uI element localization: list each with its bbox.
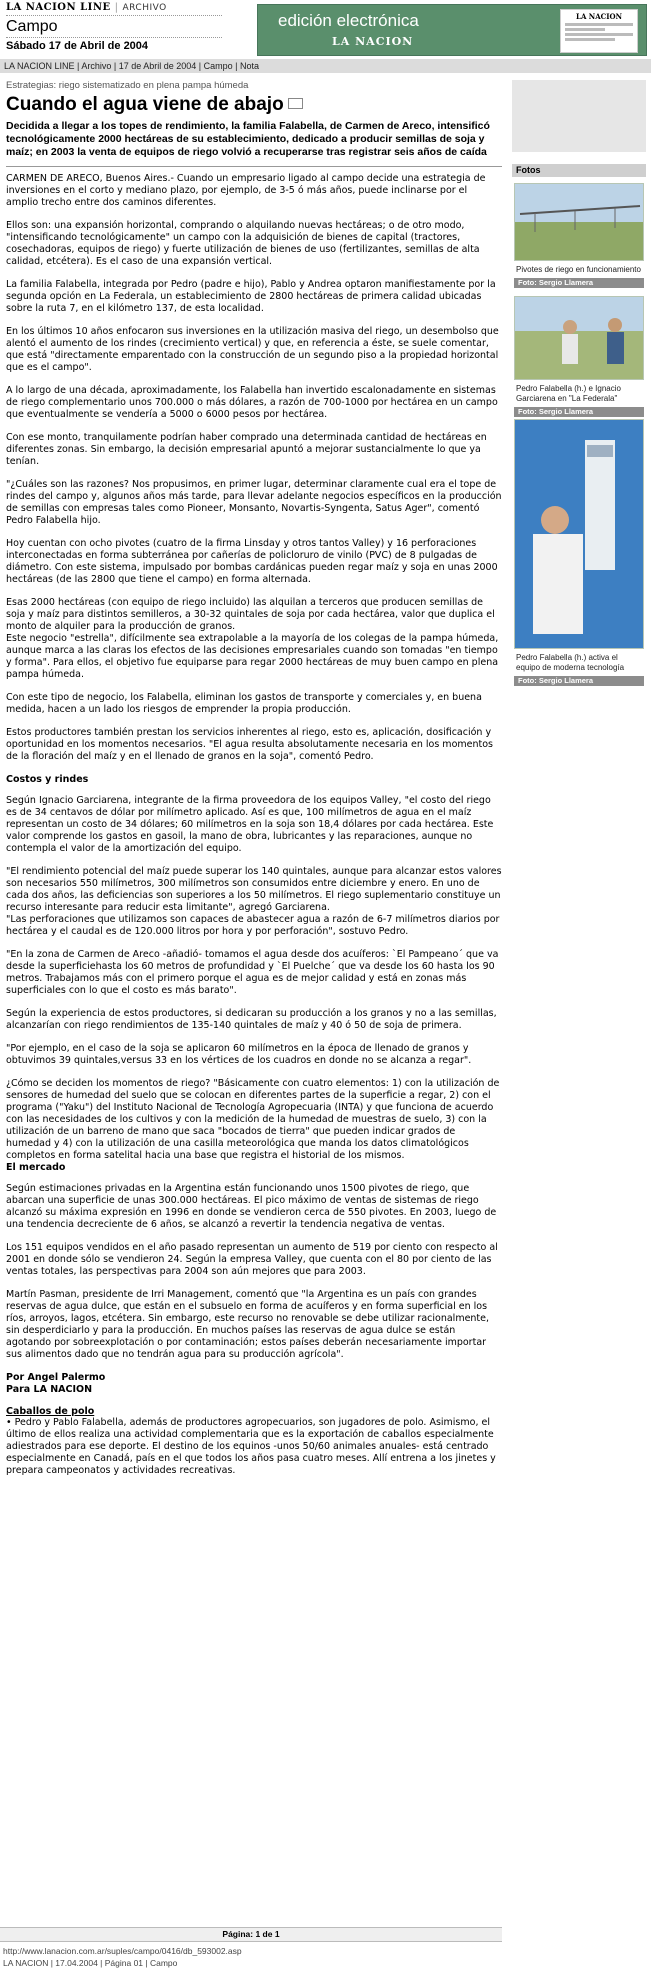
- paragraph: Ellos son: una expansión horizontal, comprando o alquilando nuevas hectáreas; o de otro modo, "intensificando tecnológicamente" un campo con la adquisición de bienes de capital (tractores, cosechadoras, equipos de riego) y fuerte utilización de bienes de uso (fertilizantes, semillas de alta calidad, etcétera). Es el caso de una expansión vertical.: [6, 220, 480, 267]
- logo-main: LA NACION LINE: [6, 2, 111, 13]
- edicion-electronica-banner[interactable]: [257, 4, 647, 56]
- photo-caption: Pedro Falabella (h.) e Ignacio Garciarena en "La Federala": [516, 384, 621, 403]
- photo-falabella-garciarena[interactable]: [514, 296, 644, 380]
- breadcrumb[interactable]: LA NACION LINE | Archivo | 17 de Abril de 2004 | Campo | Nota: [0, 59, 651, 73]
- banner-brand: LA NACION: [332, 35, 414, 48]
- paragraph: Los 151 equipos vendidos en el año pasado representan un aumento de 519 por ciento con respecto al 2001 en donde sólo se vendieron 24. Según la empresa Valley, que cuenta con el 80 por ciento de las ventas totales, las perspectivas para 2004 son aún mejores que para 2003.: [6, 1242, 498, 1277]
- paragraph: Martín Pasman, presidente de Irri Management, comentó que "la Argentina es un país con grandes reservas de agua dulce, que están en el subsuelo en forma de acuíferos y en forma superficial en los ríos, arroyos, lagos, etcétera. Sin embargo, este recurso no renovable se debe utilizar racionalmente, sin desperdiciarlo y para la producción. En muchos países las reservas de agua dulce se están agotando por sobreexplotación o por contaminación; estos países deberán necesariamente importar sus alimentos dado que no tendrán agua para su producción agrícola".: [6, 1289, 490, 1360]
- paragraph: "En la zona de Carmen de Areco -añadió- tomamos el agua desde dos acuíferos: `El Pampeano´ que va desde la superficiehasta los 60 metros de profundidad y `El Puelche´ que va desde los 60 hasta los 90 metros. Trabajamos más con el primero porque el agua es de mejor calidad y está en zonas más superficiales con lo que el costo es más barato".: [6, 949, 499, 996]
- paragraph: "¿Cuáles son las razones? Nos propusimos, en primer lugar, determinar claramente cual era el tope de rindes del campo y, algunos años más tarde, para llevar adelante negocios específicos en la producción de semillas con empresas tales como Pioneer, Monsanto, Novartis-Syngenta, Satus Ager", comentó Pedro Falabella hijo.: [6, 479, 502, 526]
- photo-sidebar: [512, 80, 646, 686]
- page-url[interactable]: http://www.lanacion.com.ar/suples/campo/0416/db_593002.asp: [3, 1946, 242, 1956]
- paragraph: Con este tipo de negocio, los Falabella, eliminan los gastos de transporte y comerciales y, en buena medida, hacen a un lado los riesgos de emprender la propia producción.: [6, 692, 482, 715]
- newspaper-icon: LA NACION: [560, 9, 638, 53]
- article-kicker: Estrategias: riego sistematizado en plena pampa húmeda: [6, 80, 249, 91]
- photo-equipo-tecnologia[interactable]: [514, 419, 644, 649]
- paragraph: Según estimaciones privadas en la Argentina están funcionando unos 1500 pivotes de riego, que abarcan una superficie de unas 300.000 hectáreas. El pico máximo de ventas de sistemas de riego alcanzó su máxima expresión en 1996 en donde se vendieron cerca de 550 pivotes. En 2003, luego de una tendencia decreciente de 6 años, se alcanzó a revertir la tendencia negativa de ventas.: [6, 1183, 497, 1230]
- sidebar-title: Fotos: [512, 164, 646, 177]
- paragraph: A lo largo de una década, aproximadamente, los Falabella han invertido escalonadamente en sistemas de riego complementario unos 700.000 o más dólares, a razón de 700-1000 por hectárea en un campo que eventualmente se vendería a 5000 o 6000 pesos por hectárea.: [6, 385, 498, 420]
- byline: Por Angel Palermo Para LA NACION: [6, 1372, 106, 1395]
- paragraph: Hoy cuentan con ocho pivotes (cuatro de la firma Linsday y otros tantos Valley) y 16 perforaciones interconectadas en forma subterránea por cañerías de policloruro de vinilo (PVC) de 8 pulgadas de diámetro. Con este sistema, impulsado por bombas cardánicas pueden regar maíz y soja en unas 2000 hectáreas (de las 2800 que tiene el campo) en forma alternada.: [6, 538, 498, 585]
- edition-date: Sábado 17 de Abril de 2004: [6, 40, 149, 52]
- article-headline: Cuando el agua viene de abajo: [6, 94, 502, 116]
- paragraph: Según Ignacio Garciarena, integrante de la firma proveedora de los equipos Valley, "el costo del riego es de 34 centavos de dólar por milímetro aplicado. Así es que, 100 milímetros de agua en el maíz representan un costo de 34 dólares; 60 milímetros en la soja son 18,4 dólares por cada hectárea. Este valor comprende los gastos en gasoil, la mano de obra, lubricantes y las reparaciones, aunque no contempla el valor de la amortización del equipo.: [6, 795, 494, 854]
- page-header: [0, 0, 651, 58]
- subheading: El mercado: [6, 1162, 66, 1173]
- article: [6, 80, 502, 1488]
- photo-caption: Pivotes de riego en funcionamiento: [516, 265, 641, 274]
- paragraph: En los últimos 10 años enfocaron sus inversiones en la utilización masiva del riego, un desembolso que alentó el aumento de los rindes (crecimiento vertical) y que, en referencia a éste, se suele comentar, que está "directamente emparentado con la construcción de un segundo piso a la propiedad horizontal que es el campo".: [6, 326, 499, 373]
- paragraph: Esas 2000 hectáreas (con equipo de riego incluido) las alquilan a terceros que producen semillas de soja y maíz para distintos semilleros, a 30-32 quintales de soja por cada hectárea, valor que duplica el monto de alquiler para la producción de granos.: [6, 597, 495, 632]
- email-icon[interactable]: [288, 98, 303, 109]
- logo-sub: ARCHIVO: [122, 3, 167, 13]
- paragraph: "El rendimiento potencial del maíz puede superar los 140 quintales, aunque para alcanzar estos valores son necesarios 550 milímetros, 300 milímetros son consumidos entre diciembre y enero. En uno de cada dos años, las deficiencias son superiores a los 50 milímetros. El riego suplementario constituye un recurso interesante para reducir esta limitante", agregó Garciarena.: [6, 866, 502, 913]
- ad-placeholder: [512, 80, 646, 152]
- photo-caption: Pedro Falabella (h.) activa el equipo de moderna tecnología: [516, 653, 625, 672]
- section-title: Campo: [6, 18, 58, 35]
- pagination: Página: 1 de 1: [0, 1927, 502, 1942]
- subheading: Costos y rindes: [6, 774, 89, 785]
- paragraph: CARMEN DE ARECO, Buenos Aires.- Cuando un empresario ligado al campo decide una estrategia de inversiones en el corto y mediano plazo, por ejemplo, de 3-5 ó más años, puede inclinarse por el amplio trecho entre dos caminos diferentes.: [6, 173, 486, 208]
- photo-credit: Foto: Sergio Llamera: [514, 676, 644, 686]
- paragraph: Este negocio "estrella", difícilmente sea extrapolable a la mayoría de los colegas de la pampa húmeda, aunque marca a las claras los efectos de las decisiones empresariales cuando son tomadas "en tiempo y forma". Para ellos, el objetivo fue equiparse para regar 2000 hectáreas de muy buen campo en plena pampa húmeda.: [6, 633, 499, 680]
- site-logo[interactable]: LA NACION LINE | ARCHIVO: [6, 2, 167, 13]
- paragraph: Estos productores también prestan los servicios inherentes al riego, esto es, aplicación, dosificación y oportunidad en los momentos necesarios. "El agua resulta absolutamente necesaria en los momentos de la floración del maíz y en el llenado de granos en la soja", comentó Pedro.: [6, 727, 493, 762]
- paragraph: ¿Cómo se deciden los momentos de riego? "Básicamente con cuatro elementos: 1) con la utilización de sensores de humedad del suelo que se colocan en diferentes partes de la superficie a regar, 2) con el programa ("Yaku") del Instituto Nacional de Tecnología Agropecuaria (INTA) y que funciona de acuerdo con las necesidades de los cultivos y con la medición de la humedad de muestras de suelo, 3) con la utilización de un barreno de mano que saca "bocados de tierra" que pueden indicar grados de humedad y 4) con la utilización de una casilla meteorológica que manda los datos climatológicos completos en forma satelital hacia una base que registra el historial de los mismos.: [6, 1078, 500, 1161]
- paragraph: Con ese monto, tranquilamente podrían haber comprado una determinada cantidad de hectáreas en diferentes zonas. Sin embargo, la decisión empresarial apuntó a mejorar sustancialmente lo que ya tenían.: [6, 432, 487, 467]
- paragraph: La familia Falabella, integrada por Pedro (padre e hijo), Pablo y Andrea optaron manifiestamente por la segunda opción en La Federala, un establecimiento de 2800 hectáreas de primera calidad ubicadas sobre la ruta 7, en el kilómetro 137, de esta localidad.: [6, 279, 496, 314]
- photo-pivots[interactable]: [514, 183, 644, 261]
- photo-credit: Foto: Sergio Llamera: [514, 278, 644, 288]
- subheading: Caballos de polo: [6, 1406, 95, 1417]
- paragraph: "Por ejemplo, en el caso de la soja se aplicaron 60 milímetros en la época de llenado de granos y obtuvimos 39 quintales,versus 33 en los vértices de los cuadros en donde no se alcanza a regar".: [6, 1043, 472, 1066]
- article-body: [6, 173, 502, 1477]
- footer-info: LA NACION | 17.04.2004 | Página 01 | Campo: [3, 1958, 178, 1968]
- paragraph: • Pedro y Pablo Falabella, además de productores agropecuarios, son jugadores de polo. Asimismo, el último de ellos realiza una actividad complementaria que es la exportación de caballos especialmente adiestrados para ese deporte. El destino de los equinos -unos 50/60 animales anuales- está centrado especialmente en Canadá, país en el que todos los años pasa cuatro meses. Allí entrena a los jinetes y prepara campeonatos y actividades recreativas.: [6, 1417, 496, 1476]
- photo-credit: Foto: Sergio Llamera: [514, 407, 644, 417]
- article-deck: Decidida a llegar a los topes de rendimiento, la familia Falabella, de Carmen de Areco, intensificó tecnológicamente 2000 hectáreas de su establecimiento, dedicado a producir semillas de soja y maíz; en 2003 la venta de equipos de riego volvió a recuperarse tras registrar seis años de caída: [6, 120, 490, 158]
- paragraph: "Las perforaciones que utilizamos son capaces de abastecer agua a razón de 6-7 milímetros diarios por hectárea y el caudal es de 120.000 litros por hora y por perforación", sostuvo Pedro.: [6, 914, 500, 937]
- paragraph: Según la experiencia de estos productores, si dedicaran su producción a los granos y no a las semillas, alcanzarían con riego rendimientos de 135-140 quintales de maíz y 40 ó 50 de soja de primera.: [6, 1008, 497, 1031]
- banner-title: edición electrónica: [278, 11, 419, 30]
